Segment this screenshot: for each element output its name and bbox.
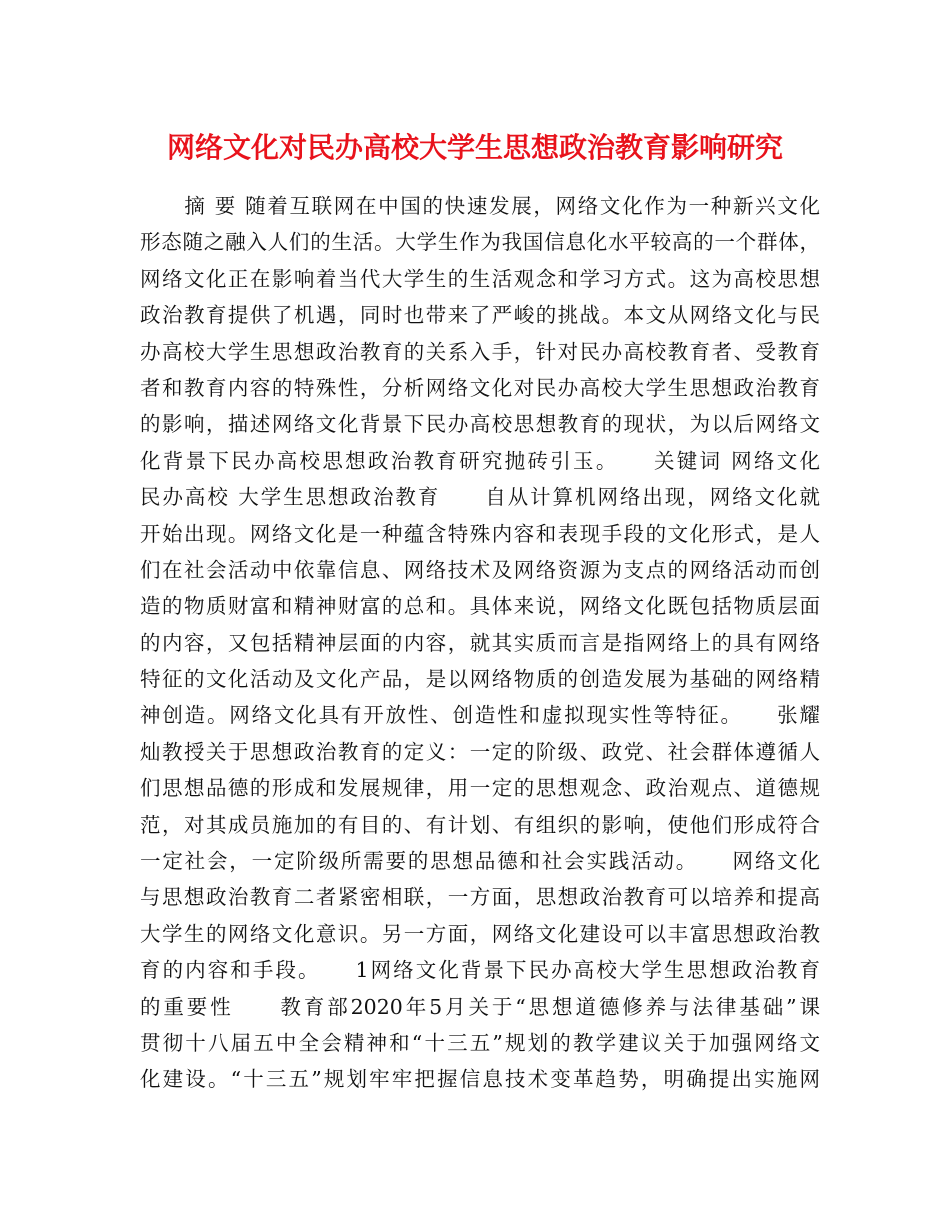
body-line: 开始出现。网络文化是一种蕴含特殊内容和表现手段的文化形式，是人 xyxy=(140,521,820,546)
body-line: 的内容，又包括精神层面的内容，就其实质而言是指网络上的具有网络 xyxy=(140,630,820,655)
body-line: 灿教授关于思想政治教育的定义：一定的阶级、政党、社会群体遵循人 xyxy=(140,739,820,764)
body-line: 贯彻十八届五中全会精神和“十三五”规划的教学建议关于加强网络文 xyxy=(140,1030,820,1055)
body-line: 者和教育内容的特殊性，分析网络文化对民办高校大学生思想政治教育 xyxy=(140,375,820,400)
body-line: 化背景下民办高校思想政治教育研究抛砖引玉。 关键词 网络文化 xyxy=(140,448,820,473)
body-line: 政治教育提供了机遇，同时也带来了严峻的挑战。本文从网络文化与民 xyxy=(140,303,820,328)
body-line: 办高校大学生思想政治教育的关系入手，针对民办高校教育者、受教育 xyxy=(140,339,820,364)
body-line: 网络文化正在影响着当代大学生的生活观念和学习方式。这为高校思想 xyxy=(140,266,820,291)
body-line: 摘 要 随着互联网在中国的快速发展，网络文化作为一种新兴文化 xyxy=(140,194,820,218)
body-line: 的影响，描述网络文化背景下民办高校思想教育的现状，为以后网络文 xyxy=(140,412,820,437)
body-line: 特征的文化活动及文化产品，是以网络物质的创造发展为基础的网络精 xyxy=(140,667,820,692)
body-line: 们在社会活动中依靠信息、网络技术及网络资源为支点的网络活动而创 xyxy=(140,557,820,582)
body-line: 神创造。网络文化具有开放性、创造性和虚拟现实性等特征。 张耀 xyxy=(140,703,820,728)
document-body xyxy=(140,188,820,1098)
body-line: 造的物质财富和精神财富的总和。具体来说，网络文化既包括物质层面 xyxy=(140,594,820,619)
document-title: 网络文化对民办高校大学生思想政治教育影响研究 xyxy=(166,131,783,164)
body-line: 与思想政治教育二者紧密相联，一方面，思想政治教育可以培养和提高 xyxy=(140,885,820,910)
body-line: 大学生的网络文化意识。另一方面，网络文化建设可以丰富思想政治教 xyxy=(140,921,820,946)
body-line: 范，对其成员施加的有目的、有计划、有组织的影响，使他们形成符合 xyxy=(140,812,820,837)
body-line: 育的内容和手段。 1网络文化背景下民办高校大学生思想政治教育 xyxy=(140,958,820,983)
body-line: 们思想品德的形成和发展规律，用一定的思想观念、政治观点、道德规 xyxy=(140,776,820,801)
body-line: 的重要性 教育部2020年5月关于“思想道德修养与法律基础”课 xyxy=(140,994,820,1019)
body-line: 一定社会，一定阶级所需要的思想品德和社会实践活动。 网络文化 xyxy=(140,849,820,874)
body-line: 形态随之融入人们的生活。大学生作为我国信息化水平较高的一个群体， xyxy=(140,230,820,255)
body-line: 民办高校 大学生思想政治教育 自从计算机网络出现，网络文化就 xyxy=(140,485,820,510)
body-line: 化建设。“十三五”规划牢牢把握信息技术变革趋势，明确提出实施网 xyxy=(140,1067,820,1092)
